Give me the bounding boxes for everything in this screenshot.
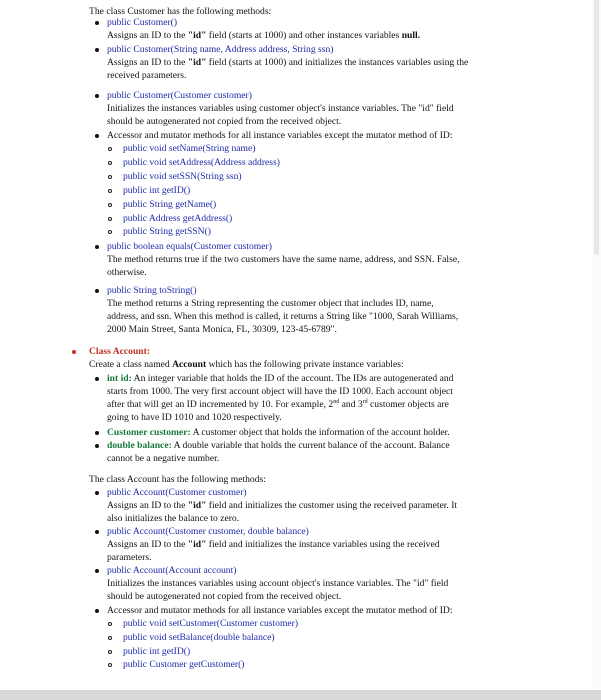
- method-description: 2000 Main Street, Santa Monica, FL, 30309, 123-45-6789".: [107, 324, 337, 335]
- sub-method: public void setName(String name): [123, 143, 256, 154]
- sub-method: public void setBalance(double balance): [123, 632, 275, 643]
- method-description: The method returns a String representing the customer object that includes ID, name,: [107, 298, 434, 309]
- account-methods-intro: The class Account has the following methods:: [89, 474, 266, 485]
- sub-method: public void setSSN(String ssn): [123, 171, 242, 182]
- account-intro: Create a class named Account which has the following private instance variables:: [89, 359, 404, 370]
- sub-bullet-icon: [108, 189, 112, 193]
- accessor-mutator-label: Accessor and mutator methods for all instance variables except the mutator method of ID:: [107, 605, 453, 616]
- sub-method: public Address getAddress(): [123, 213, 233, 224]
- method-signature: public Customer(Customer customer): [107, 90, 252, 101]
- bullet-icon: [95, 377, 99, 381]
- method-description: Assigns an ID to the "id" field and initializes the instance variables using the received: [107, 539, 440, 550]
- variable-description: after that will get an ID incremented by 10. For example, 2nd and 3rd customer objects are: [107, 399, 449, 410]
- variable-description: going to have ID 1010 and 1020 respectively.: [107, 412, 282, 423]
- sub-method: public int getID(): [123, 185, 191, 196]
- method-signature: public Account(Customer customer, double balance): [107, 526, 309, 537]
- sub-bullet-icon: [108, 636, 112, 640]
- sub-bullet-icon: [108, 203, 112, 207]
- method-signature: public boolean equals(Customer customer): [107, 241, 272, 252]
- bullet-icon: [95, 491, 99, 495]
- bullet-icon: [95, 134, 99, 138]
- sub-bullet-icon: [108, 622, 112, 626]
- sub-bullet-icon: [108, 230, 112, 234]
- method-description: Initializes the instances variables using customer object's instance variables. The "id" field: [107, 103, 454, 114]
- sub-method: public Customer getCustomer(): [123, 659, 245, 670]
- sub-method: public int getID(): [123, 646, 191, 657]
- method-description: otherwise.: [107, 267, 147, 278]
- sub-bullet-icon: [108, 175, 112, 179]
- sub-method: public void setCustomer(Customer customer): [123, 618, 299, 629]
- variable-description: starts from 1000. The very first account object will have the ID 1000. Each account object: [107, 386, 453, 397]
- method-description: address, and ssn. When this method is called, it returns a String like "1000, Sarah Williams,: [107, 311, 459, 322]
- variable-description: cannot be a negative number.: [107, 453, 220, 464]
- bullet-icon: [95, 94, 99, 98]
- section-heading: Class Account:: [89, 346, 151, 357]
- variable-description: double balance: A double variable that holds the current balance of the account. Balance: [107, 440, 450, 451]
- bullet-icon: [95, 289, 99, 293]
- variable-description: Customer customer: A customer object that holds the information of the account holder.: [107, 427, 450, 438]
- bullet-icon: [95, 245, 99, 249]
- customer-methods-intro: The class Customer has the following methods:: [89, 6, 272, 17]
- bullet-icon: [95, 569, 99, 573]
- scrollbar-thumb[interactable]: [594, 0, 599, 255]
- bullet-icon: [95, 431, 99, 435]
- method-description: The method returns true if the two customers have the same name, address, and SSN. False,: [107, 254, 460, 265]
- method-description: Assigns an ID to the "id" field (starts at 1000) and initializes the instances variables using the: [107, 57, 469, 68]
- bullet-icon: [72, 350, 76, 354]
- method-description: also initializes the balance to zero.: [107, 513, 240, 524]
- method-description: should be autogenerated not copied from the received object.: [107, 116, 342, 127]
- method-signature: public Customer(String name, Address address, String ssn): [107, 44, 334, 55]
- sub-bullet-icon: [108, 161, 112, 165]
- method-description: Assigns an ID to the "id" field (starts at 1000) and other instances variables null.: [107, 30, 421, 41]
- sub-bullet-icon: [108, 147, 112, 151]
- bullet-icon: [95, 48, 99, 52]
- method-description: Assigns an ID to the "id" field and initializes the customer using the received parameter. It: [107, 500, 458, 511]
- method-signature: public Customer(): [107, 17, 178, 28]
- bullet-icon: [95, 609, 99, 613]
- method-description: should be autogenerated not copied from the received object.: [107, 591, 342, 602]
- bottom-bar: [0, 690, 601, 700]
- variable-description: int id: An integer variable that holds the ID of the account. The IDs are autogenerated and: [107, 373, 454, 384]
- bullet-icon: [95, 21, 99, 25]
- sub-method: public void setAddress(Address address): [123, 157, 280, 168]
- sub-method: public String getSSN(): [123, 226, 211, 237]
- sub-bullet-icon: [108, 217, 112, 221]
- method-description: Initializes the instances variables using account object's instance variables. The "id" field: [107, 578, 449, 589]
- bullet-icon: [95, 530, 99, 534]
- method-signature: public Account(Account account): [107, 565, 237, 576]
- accessor-mutator-label: Accessor and mutator methods for all instance variables except the mutator method of ID:: [107, 130, 453, 141]
- method-signature: public String toString(): [107, 285, 197, 296]
- sub-bullet-icon: [108, 650, 112, 654]
- sub-bullet-icon: [108, 663, 112, 667]
- method-description: received parameters.: [107, 70, 187, 81]
- method-signature: public Account(Customer customer): [107, 487, 247, 498]
- sub-method: public String getName(): [123, 199, 217, 210]
- method-description: parameters.: [107, 552, 152, 563]
- bullet-icon: [95, 444, 99, 448]
